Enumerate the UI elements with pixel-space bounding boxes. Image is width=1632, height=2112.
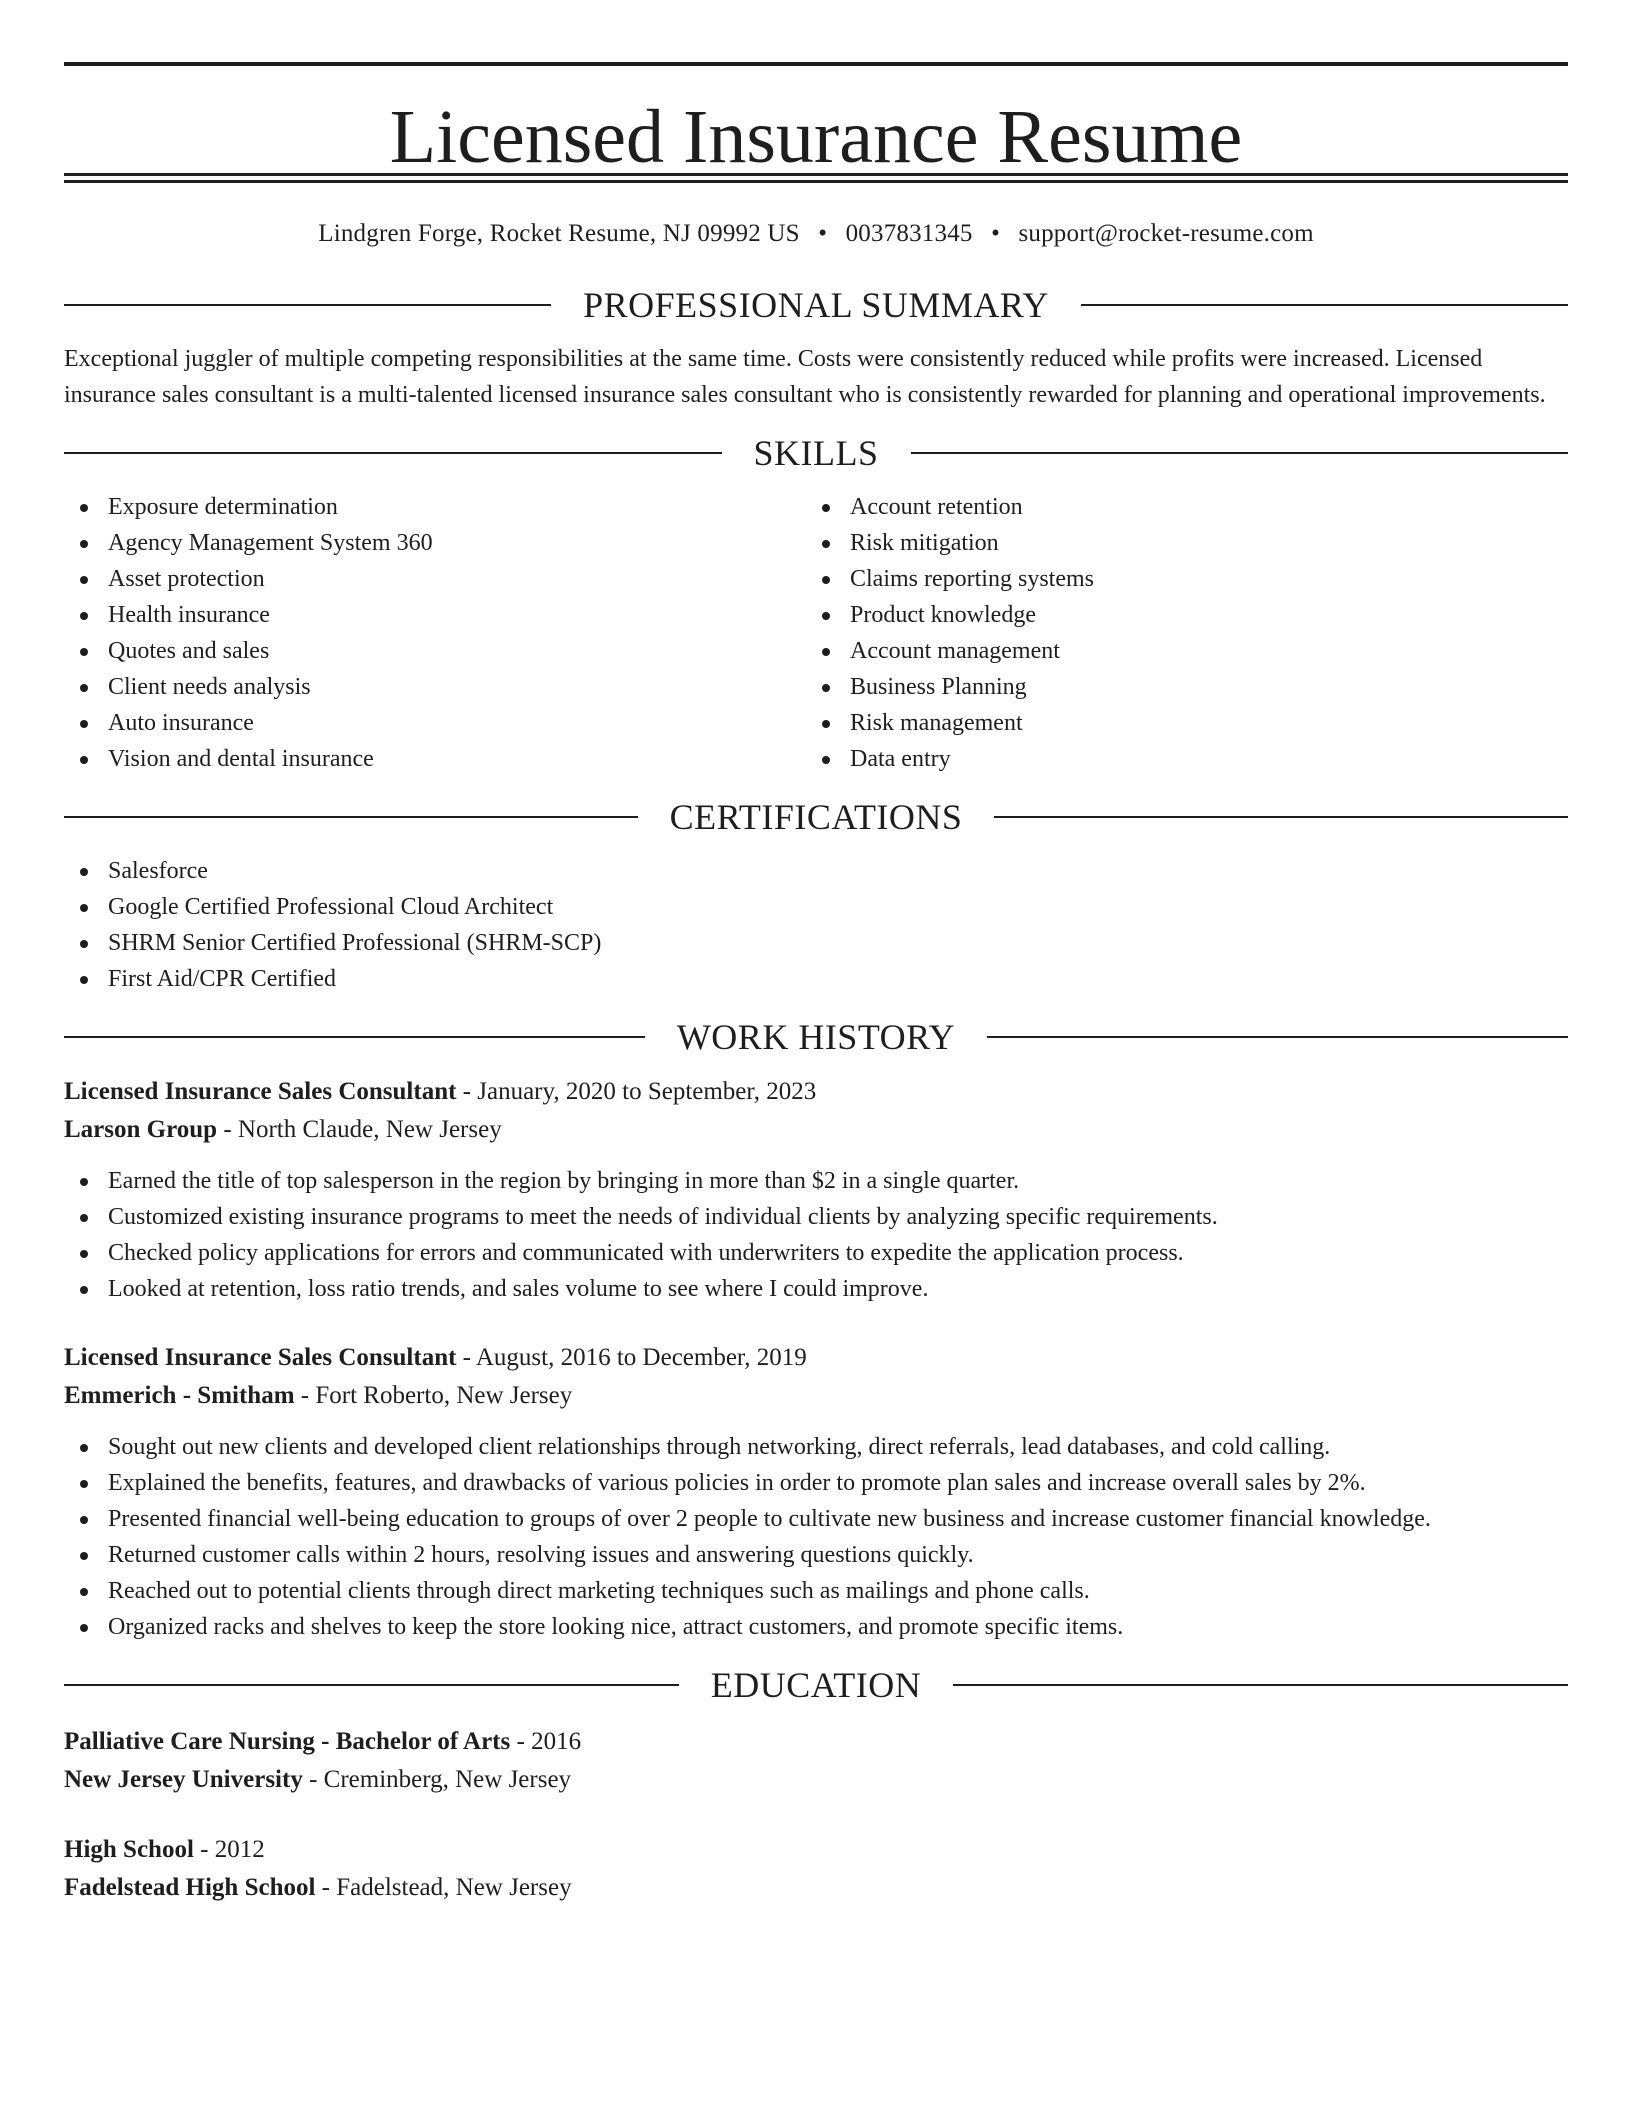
skill-item: Risk management (806, 705, 1548, 741)
certification-item: Google Certified Professional Cloud Architect (64, 889, 1568, 925)
education-degree-line (64, 1831, 1568, 1869)
skill-item: Health insurance (64, 597, 806, 633)
work-history-heading (64, 1017, 1568, 1057)
job-bullet: Earned the title of top salesperson in the region by bringing in more than $2 in a single quarter. (64, 1163, 1568, 1199)
job-title-line (64, 1339, 1568, 1377)
education-entry (64, 1723, 1568, 1799)
resume-title: Licensed Insurance Resume (389, 95, 1243, 179)
job-bullet: Explained the benefits, features, and drawbacks of various policies in order to promote plan sales and increase overall sales by 2%. (64, 1465, 1568, 1501)
job-bullet: Looked at retention, loss ratio trends, and sales volume to see where I could improve. (64, 1271, 1568, 1307)
job-dates: - January, 2020 to September, 2023 (456, 1078, 817, 1105)
section-title: SKILLS (753, 433, 879, 473)
heading-rule (987, 1036, 1568, 1038)
education-entry (64, 1831, 1568, 1907)
section-title: WORK HISTORY (676, 1017, 956, 1057)
education-school-line (64, 1761, 1568, 1799)
education-location: - Creminberg, New Jersey (302, 1766, 572, 1793)
skill-item: Client needs analysis (64, 669, 806, 705)
certifications-list (64, 853, 1568, 997)
education-degree: Palliative Care Nursing - Bachelor of Arts (64, 1728, 511, 1755)
job-company: Larson Group (64, 1116, 218, 1143)
contact-email[interactable]: support@rocket-resume.com (1018, 220, 1314, 247)
skill-item: Account management (806, 633, 1548, 669)
skills-list-left (64, 489, 806, 777)
job-entry (64, 1073, 1568, 1307)
skill-item: Business Planning (806, 669, 1548, 705)
certification-item: Salesforce (64, 853, 1568, 889)
heading-rule (1081, 304, 1568, 306)
skill-item: Asset protection (64, 561, 806, 597)
job-location: - North Claude, New Jersey (217, 1116, 502, 1143)
education-degree: High School (64, 1836, 194, 1863)
skill-item: Claims reporting systems (806, 561, 1548, 597)
certifications-heading (64, 797, 1568, 837)
certification-item: First Aid/CPR Certified (64, 961, 1568, 997)
job-company: Emmerich - Smitham (64, 1382, 295, 1409)
resume-page (64, 62, 1568, 1907)
heading-rule (64, 452, 722, 454)
job-bullet: Customized existing insurance programs to meet the needs of individual clients by analyzing specific requirements. (64, 1199, 1568, 1235)
job-bullet: Returned customer calls within 2 hours, resolving issues and answering questions quickly. (64, 1537, 1568, 1573)
education-degree-line (64, 1723, 1568, 1761)
skill-item: Exposure determination (64, 489, 806, 525)
section-title: EDUCATION (710, 1665, 922, 1705)
skills-heading (64, 433, 1568, 473)
skill-item: Vision and dental insurance (64, 741, 806, 777)
contact-phone: 0037831345 (845, 220, 973, 247)
contact-address: Lindgren Forge, Rocket Resume, NJ 09992 US (318, 220, 800, 247)
job-bullet: Checked policy applications for errors and communicated with underwriters to expedite the application process. (64, 1235, 1568, 1271)
job-title: Licensed Insurance Sales Consultant (64, 1344, 457, 1371)
contact-line (64, 219, 1568, 249)
skill-item: Auto insurance (64, 705, 806, 741)
job-title-line (64, 1073, 1568, 1111)
contact-separator: • (991, 220, 1001, 247)
job-dates: - August, 2016 to December, 2019 (456, 1344, 807, 1371)
education-school-line (64, 1869, 1568, 1907)
skill-item: Data entry (806, 741, 1548, 777)
section-title: PROFESSIONAL SUMMARY (583, 285, 1049, 325)
job-title: Licensed Insurance Sales Consultant (64, 1078, 457, 1105)
skill-item: Quotes and sales (64, 633, 806, 669)
job-entry (64, 1339, 1568, 1645)
job-bullet: Organized racks and shelves to keep the store looking nice, attract customers, and promote specific items. (64, 1609, 1568, 1645)
job-location: - Fort Roberto, New Jersey (294, 1382, 573, 1409)
heading-rule (953, 1684, 1568, 1686)
heading-rule (994, 816, 1568, 818)
skill-item: Account retention (806, 489, 1548, 525)
certification-item: SHRM Senior Certified Professional (SHRM-SCP) (64, 925, 1568, 961)
education-year: - 2012 (193, 1836, 265, 1863)
skill-item: Product knowledge (806, 597, 1548, 633)
job-company-line (64, 1377, 1568, 1415)
summary-text: Exceptional juggler of multiple competing responsibilities at the same time. Costs were consistently reduced while profits were increased. Licensed insurance sales consultant is a multi-talented licensed insurance sales consultant who is consistently rewarded for planning and operational improvements. (64, 346, 1546, 408)
education-location: - Fadelstead, New Jersey (315, 1874, 572, 1901)
education-heading (64, 1665, 1568, 1705)
section-title: CERTIFICATIONS (669, 797, 963, 837)
skill-item: Agency Management System 360 (64, 525, 806, 561)
job-bullet: Reached out to potential clients through direct marketing techniques such as mailings and phone calls. (64, 1573, 1568, 1609)
skills-list-right (806, 489, 1548, 777)
heading-rule (911, 452, 1569, 454)
heading-rule (64, 816, 638, 818)
contact-separator: • (818, 220, 828, 247)
education-school: New Jersey University (64, 1766, 303, 1793)
skills-columns (64, 489, 1568, 777)
education-year: - 2016 (510, 1728, 582, 1755)
job-bullets (64, 1163, 1568, 1307)
heading-rule (64, 304, 551, 306)
job-bullet: Presented financial well-being education to groups of over 2 people to cultivate new business and increase customer financial knowledge. (64, 1501, 1568, 1537)
job-company-line (64, 1111, 1568, 1149)
skill-item: Risk mitigation (806, 525, 1548, 561)
education-school: Fadelstead High School (64, 1874, 316, 1901)
heading-rule (64, 1036, 645, 1038)
job-bullets (64, 1429, 1568, 1645)
job-bullet: Sought out new clients and developed client relationships through networking, direct referrals, lead databases, and cold calling. (64, 1429, 1568, 1465)
summary-heading (64, 285, 1568, 325)
heading-rule (64, 1684, 679, 1686)
